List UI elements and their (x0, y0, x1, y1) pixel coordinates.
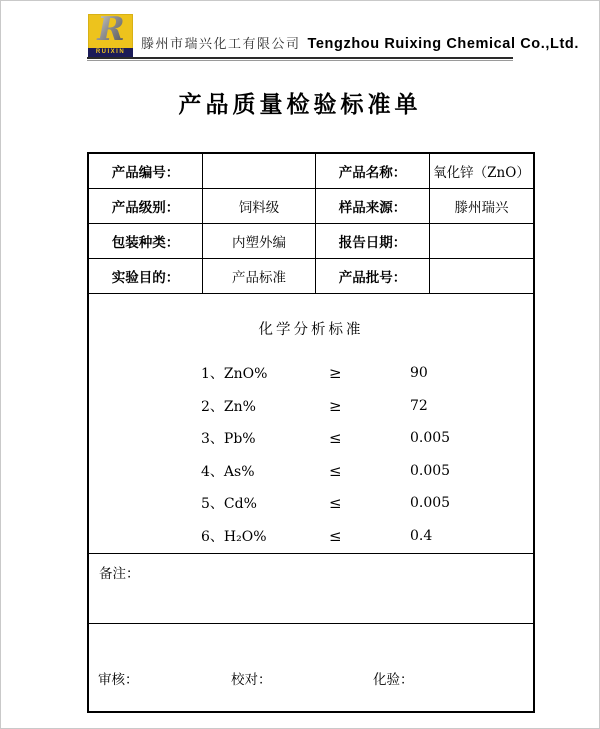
analysis-item-row (89, 357, 533, 390)
field-product-name-label: 产品名称： (316, 154, 430, 189)
field-product-grade-value: 饲料级 (203, 189, 316, 224)
item-name: 1、ZnO% (201, 366, 268, 383)
item-name: 2、Zn% (201, 398, 256, 415)
logo-brand-text: RUIXIN (88, 48, 133, 57)
analysis-item-row (89, 487, 533, 520)
analysis-item-row (89, 422, 533, 455)
item-operator: ≤ (329, 494, 342, 513)
item-name: 3、Pb% (201, 431, 256, 448)
item-operator: ≥ (329, 396, 342, 415)
field-sample-source-value: 滕州瑞兴 (430, 189, 533, 224)
remarks-section (89, 554, 533, 624)
field-product-code-value (203, 154, 316, 189)
field-product-name-value: 氧化锌（ZnO） (430, 154, 533, 189)
company-logo (88, 14, 133, 57)
company-name-english: Tengzhou Ruixing Chemical Co.,Ltd. (307, 36, 579, 52)
item-value: 0.005 (410, 430, 451, 447)
item-operator: ≤ (329, 429, 342, 448)
item-name: 4、As% (201, 463, 255, 480)
item-value: 90 (410, 365, 428, 382)
field-product-code-label: 产品编号： (89, 154, 203, 189)
field-sample-source-label: 样品来源： (316, 189, 430, 224)
company-name-chinese: 滕州市瑞兴化工有限公司 (141, 37, 301, 52)
field-report-date-value (430, 224, 533, 259)
analysis-item-row (89, 390, 533, 423)
field-report-date-label: 报告日期： (316, 224, 430, 259)
inspection-sheet-table (87, 152, 535, 713)
remarks-label: 备注： (99, 566, 140, 582)
field-packaging-type-label: 包装种类： (89, 224, 203, 259)
chemical-analysis-section (89, 294, 533, 554)
logo-r-glyph (88, 12, 133, 46)
info-grid (89, 154, 533, 294)
page-title: 产品质量检验标准单 (178, 91, 422, 117)
item-operator: ≥ (329, 364, 342, 383)
signoff-section (89, 624, 533, 711)
item-name: 6、H₂O% (201, 528, 267, 545)
item-operator: ≤ (329, 526, 342, 545)
item-value: 0.005 (410, 462, 451, 479)
field-experiment-purpose-label: 实验目的： (89, 259, 203, 294)
item-value: 0.005 (410, 495, 451, 512)
item-name: 5、Cd% (201, 496, 257, 513)
signoff-proofread-label: 校对： (231, 672, 272, 688)
field-batch-number-value (430, 259, 533, 294)
header-divider (87, 57, 513, 61)
chemical-analysis-heading: 化学分析标准 (258, 322, 364, 338)
field-batch-number-label: 产品批号： (316, 259, 430, 294)
item-operator: ≤ (329, 461, 342, 480)
company-name-line (141, 33, 579, 52)
item-value: 0.4 (410, 527, 433, 544)
signoff-review-label: 审核： (98, 672, 139, 688)
chemical-analysis-items (89, 357, 533, 552)
analysis-item-row (89, 455, 533, 488)
field-packaging-type-value: 内塑外编 (203, 224, 316, 259)
item-value: 72 (410, 397, 428, 414)
field-product-grade-label: 产品级别： (89, 189, 203, 224)
signoff-test-label: 化验： (373, 672, 414, 688)
analysis-item-row (89, 520, 533, 553)
field-experiment-purpose-value: 产品标准 (203, 259, 316, 294)
svg-text:R: R (97, 12, 125, 46)
